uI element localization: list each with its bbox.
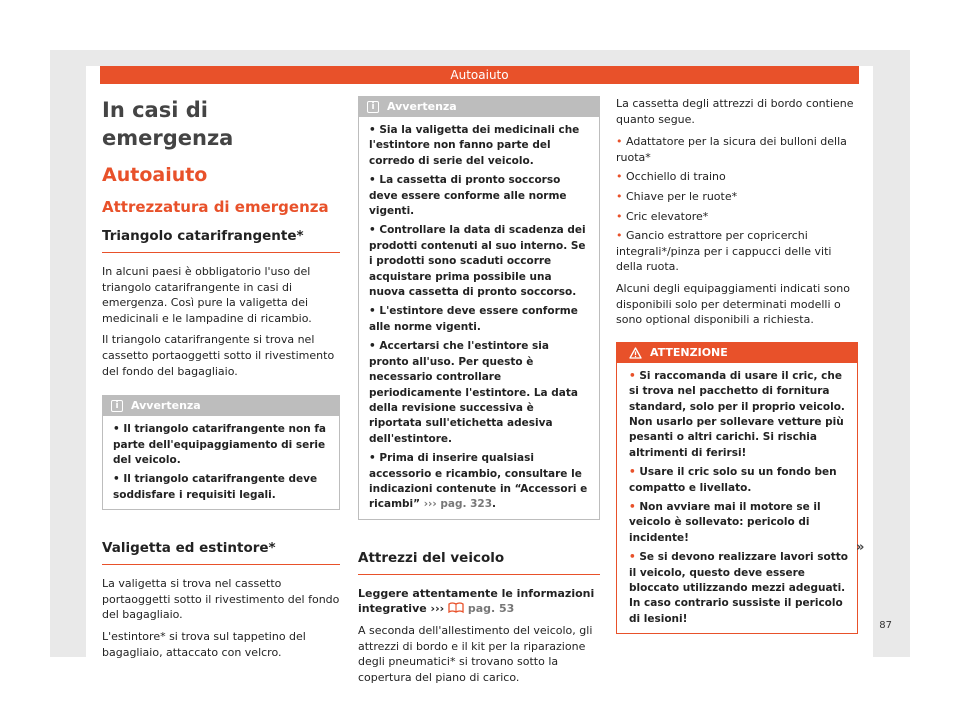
warning-item: • Se si devono realizzare lavori sotto il veicolo, questo deve essere bloccato utilizzando mezzi adeguati. In caso contrario sussiste il pericolo di lesioni! — [629, 551, 848, 625]
bullet-icon: • — [369, 305, 376, 318]
kit-paragraph-2: L'estintore* si trova sul tappetino del bagagliaio, attaccato con velcro. — [102, 629, 306, 659]
note-item: • Il triangolo catarifrangente deve soddisfare i requisiti legali. — [113, 473, 318, 501]
note-item: • L'estintore deve essere conforme alle norme vigenti. — [369, 305, 578, 333]
tools-paragraph: A seconda dell'allestimento del veicolo, gli attrezzi di bordo e il kit per la riparazione degli pneumatici* si trovano sotto la copertura del piano di carico. — [358, 623, 593, 684]
triangle-heading: Triangolo catarifrangente* — [102, 226, 340, 253]
subchapter-title: Attrezzatura di emergenza — [102, 198, 329, 216]
section-header: Autoaiuto — [100, 66, 859, 84]
warning-title: ATTENZIONE — [650, 345, 728, 359]
tools-heading: Attrezzi del veicolo — [358, 548, 600, 575]
tools-intro: Leggere attentamente le informazioni integrative ››› pag. 53 — [358, 586, 595, 616]
bullet-icon: • — [629, 369, 636, 382]
bullet-icon: • — [369, 124, 376, 136]
note-item: • Controllare la data di scadenza dei prodotti contenuti al suo interno. Se i prodotti sono scaduti occorre acquistare prima possibile una nuova cassetta di pronto soccorso. — [369, 224, 586, 299]
page-number: 87 — [879, 620, 892, 631]
warning-body — [617, 363, 857, 634]
warning-header — [617, 343, 857, 363]
note-item: • Sia la valigetta dei medicinali che l'estintore non fanno parte del corredo di serie del veicolo. — [369, 124, 580, 167]
note-title: Avvertenza — [387, 100, 457, 113]
warning-item: • Si raccomanda di usare il cric, che si trova nel pacchetto di fornitura standard, solo per il proprio veicolo. Non usarlo per sollevare vetture più pesanti o altri carichi. Si rischia altrimenti di ferirsi! — [629, 369, 845, 459]
note-item: • Il triangolo catarifrangente non fa parte dell'equipaggiamento di serie del veicolo. — [113, 423, 326, 466]
book-icon — [448, 602, 464, 613]
note-title: Avvertenza — [131, 399, 201, 413]
warning-triangle-icon — [629, 347, 642, 359]
bullet-icon: • — [369, 452, 376, 465]
arrow-icon: ››› — [430, 602, 445, 616]
note-item: • Accertarsi che l'estintore sia pronto all'uso. Per questo è necessario controllare periodicamente l'estintore. La data della revisione successiva è riportata sull'etichetta adesiva dell'estintore. — [369, 340, 578, 445]
page-title: In casi di emergenza — [102, 98, 234, 150]
note-header — [359, 97, 599, 117]
page-reference-link[interactable]: ››› pag. 323 — [423, 498, 493, 511]
bullet-icon: • — [616, 170, 623, 184]
bullet-icon: • — [616, 229, 623, 243]
note-body — [103, 416, 339, 509]
triangle-paragraph-1: In alcuni paesi è obbligatorio l'uso del triangolo catarifrangente in casi di emergenza. Così pure la valigetta dei medicinali e le lampadine di ricambio. — [102, 265, 312, 325]
note-box-first-aid — [358, 96, 600, 520]
list-item: • Adattatore per la sicura dei bulloni della ruota* — [616, 135, 847, 164]
bullet-icon: • — [113, 423, 120, 436]
warning-box — [616, 342, 858, 635]
note-header — [103, 396, 339, 416]
availability-paragraph: Alcuni degli equipaggiamenti indicati sono disponibili solo per determinati modelli o sono optional disponibili a richiesta. — [616, 281, 850, 327]
column-3 — [616, 96, 858, 634]
warning-item: • Non avviare mai il motore se il veicolo è sollevato: pericolo di incidente! — [629, 500, 821, 544]
bullet-icon: • — [616, 209, 623, 223]
info-icon: i — [111, 400, 123, 412]
list-item: • Cric elevatore* — [616, 209, 709, 223]
list-item: • Gancio estrattore per copricerchi integrali*/pinza per i cappucci delle viti della ruota. — [616, 229, 832, 274]
chapter-title: Autoaiuto — [102, 164, 208, 186]
toolkit-intro: La cassetta degli attrezzi di bordo contiene quanto segue. — [616, 97, 854, 126]
bullet-icon: • — [369, 174, 376, 187]
bullet-icon: • — [113, 473, 120, 486]
bullet-icon: • — [616, 135, 623, 149]
note-box-triangle — [102, 395, 340, 510]
kit-paragraph-1: La valigetta si trova nel cassetto portaoggetti sotto il rivestimento del fondo del bagagliaio. — [102, 577, 340, 622]
info-icon: i — [367, 101, 379, 113]
note-item: • La cassetta di pronto soccorso deve essere conforme alle norme vigenti. — [369, 174, 567, 218]
bullet-icon: • — [629, 500, 636, 513]
column-2 — [358, 96, 600, 685]
bullet-icon: • — [616, 189, 623, 203]
triangle-paragraph-2: Il triangolo catarifrangente si trova nel cassetto portaoggetti sotto il rivestimento del fondo del bagagliaio. — [102, 333, 335, 378]
continue-icon: » — [856, 540, 865, 555]
list-item: • Chiave per le ruote* — [616, 189, 738, 203]
warning-item: • Usare il cric solo su un fondo ben compatto e livellato. — [629, 466, 837, 494]
bullet-icon: • — [629, 466, 636, 479]
bullet-icon: • — [369, 340, 376, 353]
bullet-icon: • — [629, 551, 636, 564]
tools-page-reference[interactable]: pag. 53 — [467, 602, 515, 616]
tool-list — [616, 134, 858, 275]
column-1 — [102, 96, 340, 660]
kit-heading: Valigetta ed estintore* — [102, 538, 340, 565]
bullet-icon: • — [369, 224, 376, 237]
note-item: • Prima di inserire qualsiasi accessorio e ricambio, consultare le indicazioni contenute in “Accessori e ricambi” ››› pag. 323. — [369, 452, 588, 511]
note-body — [359, 117, 599, 519]
list-item: • Occhiello di traino — [616, 170, 726, 184]
